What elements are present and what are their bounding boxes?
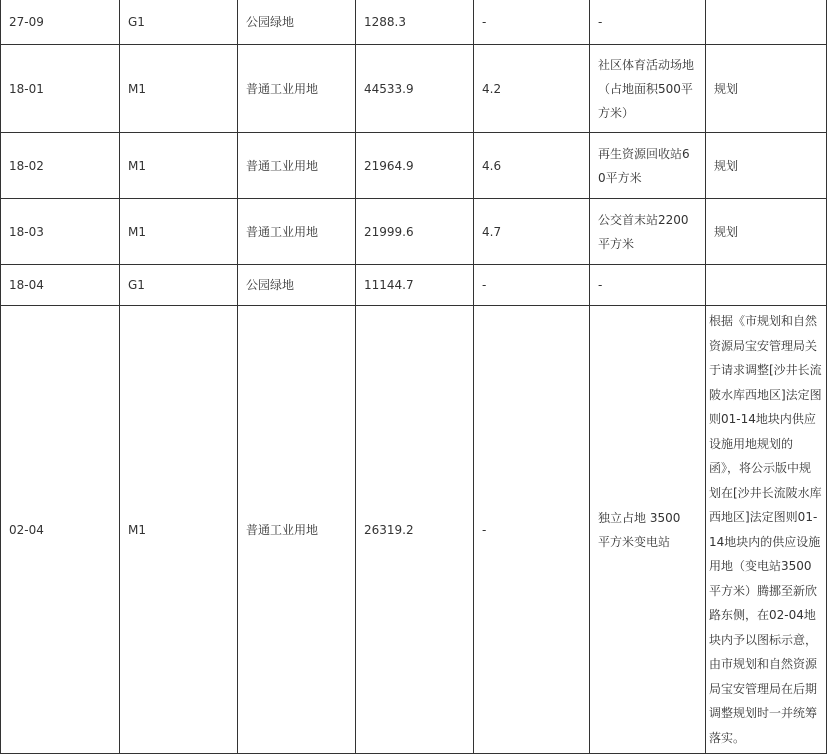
table-row	[1, 133, 827, 199]
facility-cell: -	[590, 265, 706, 306]
area-cell: 26319.2	[356, 306, 474, 754]
note-cell: 根据《市规划和自然资源局宝安管理局关于请求调整[沙井长流陂水库西地区]法定图则01-14地块内供应设施用地规划的函》，将公示版中规划在[沙井长流陂水库西地区]法定图则01-14地块内的供应设施用地（变电站3500平方米）腾挪至新欣路东侧，在02-04地块内予以图标示意，由市规划和自然资源局宝安管理局在后期调整规划时一并统筹落实。	[706, 306, 827, 754]
land-type-cell: 普通工业用地	[238, 133, 356, 199]
parcel-id-cell: 27-09	[1, 0, 120, 45]
table-row	[1, 199, 827, 265]
land-type-cell: 普通工业用地	[238, 45, 356, 133]
land-code-cell: M1	[120, 133, 238, 199]
area-cell: 44533.9	[356, 45, 474, 133]
land-type-cell: 普通工业用地	[238, 306, 356, 754]
area-cell: 21964.9	[356, 133, 474, 199]
land-type-cell: 公园绿地	[238, 0, 356, 45]
note-cell: 规划	[706, 199, 827, 265]
land-type-cell: 普通工业用地	[238, 199, 356, 265]
land-code-cell: G1	[120, 0, 238, 45]
facility-cell: 独立占地 3500 平方米变电站	[590, 306, 706, 754]
parcel-id-cell: 18-02	[1, 133, 120, 199]
note-cell: 规划	[706, 133, 827, 199]
land-code-cell: G1	[120, 265, 238, 306]
land-code-cell: M1	[120, 45, 238, 133]
parcel-id-cell: 18-03	[1, 199, 120, 265]
facility-cell: 再生资源回收站60平方米	[590, 133, 706, 199]
area-cell: 1288.3	[356, 0, 474, 45]
far-cell: 4.2	[474, 45, 590, 133]
area-cell: 21999.6	[356, 199, 474, 265]
table-row	[1, 0, 827, 45]
note-cell	[706, 265, 827, 306]
facility-cell: 公交首末站2200平方米	[590, 199, 706, 265]
facility-cell: -	[590, 0, 706, 45]
note-cell: 规划	[706, 45, 827, 133]
far-cell: -	[474, 0, 590, 45]
area-cell: 11144.7	[356, 265, 474, 306]
facility-cell: 社区体育活动场地（占地面积500平方米）	[590, 45, 706, 133]
far-cell: -	[474, 306, 590, 754]
land-code-cell: M1	[120, 306, 238, 754]
parcel-id-cell: 18-01	[1, 45, 120, 133]
note-cell	[706, 0, 827, 45]
table-row	[1, 306, 827, 754]
parcel-id-cell: 02-04	[1, 306, 120, 754]
table-row	[1, 265, 827, 306]
far-cell: 4.7	[474, 199, 590, 265]
land-type-cell: 公园绿地	[238, 265, 356, 306]
far-cell: 4.6	[474, 133, 590, 199]
parcel-id-cell: 18-04	[1, 265, 120, 306]
land-code-cell: M1	[120, 199, 238, 265]
far-cell: -	[474, 265, 590, 306]
table-row	[1, 45, 827, 133]
